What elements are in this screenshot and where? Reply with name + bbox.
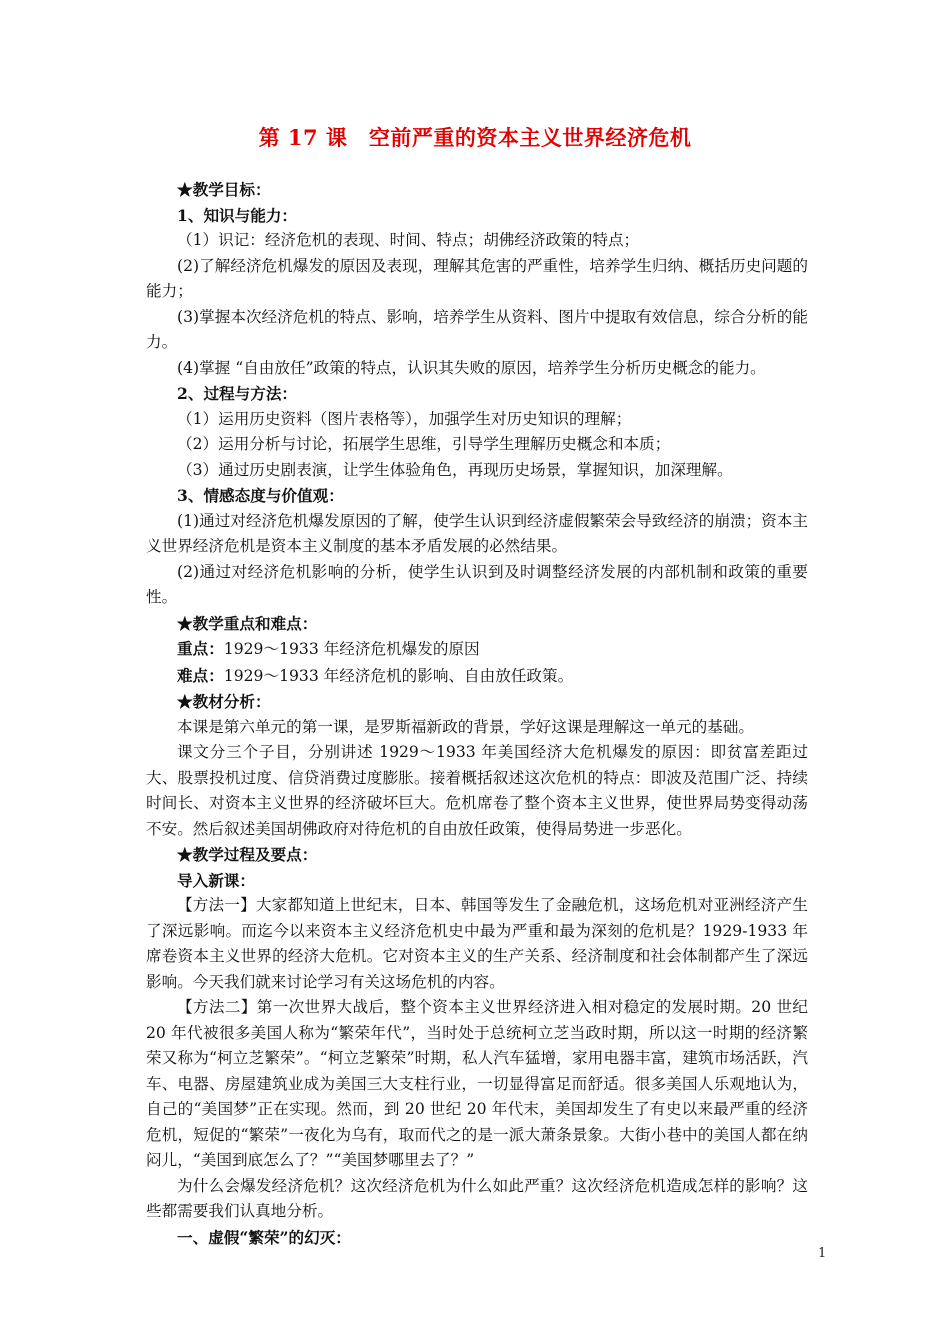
subheading-knowledge-ability: 1、知识与能力： bbox=[177, 205, 298, 225]
key-point-line bbox=[146, 636, 808, 663]
heading-teaching-process: ★教学过程及要点： bbox=[177, 845, 318, 864]
paragraph: (4)掌握 “自由放任”政策的特点，认识其失败的原因，培养学生分析历史概念的能力。 bbox=[177, 358, 766, 377]
heading-key-points: ★教学重点和难点： bbox=[177, 613, 318, 633]
difficulty-text: 1929～1933 年经济危机的影响、自由放任政策。 bbox=[223, 666, 574, 685]
paragraph: （3）通过历史剧表演，让学生体验角色，再现历史场景，掌握知识，加深理解。 bbox=[177, 460, 733, 479]
paragraph: 为什么会爆发经济危机？这次经济危机为什么如此严重？这次经济危机造成怎样的影响？这些都需要我们认真地分析。 bbox=[146, 1176, 808, 1220]
heading-teaching-goals: ★教学目标： bbox=[177, 180, 271, 199]
paragraph: 【方法二】第一次世界大战后，整个资本主义世界经济进入相对稳定的发展时期。20 世纪 20 年代被很多美国人称为“繁荣年代”，当时处于总统柯立芝当政时期，所以这一时期的经济繁荣又称为“柯立芝繁荣”。“柯立芝繁荣”时期，私人汽车猛增，家用电器丰富，建筑市场活跃，汽车、电器、房屋建筑业成为美国三大支柱行业，一切显得富足而舒适。很多美国人乐观地认为，自己的“美国梦”正在实现。然而，到 20 世纪 20 年代末，美国却发生了有史以来最严重的经济危机，短促的“繁荣”一夜化为乌有，取而代之的是一派大萧条景象。大街小巷中的美国人都在纳闷儿，“美国到底怎么了？”“美国梦哪里去了？” bbox=[146, 998, 808, 1169]
key-point-label: 重点： bbox=[177, 639, 224, 658]
paragraph: （1）运用历史资料（图片表格等），加强学生对历史知识的理解； bbox=[177, 409, 632, 428]
paragraph: 【方法一】大家都知道上世纪末，日本、韩国等发生了金融危机，这场危机对亚洲经济产生了深远影响。而迄今以来资本主义经济危机史中最为严重和最为深刻的危机是？1929-1933 年席卷资本主义世界的经济大危机。它对资本主义的生产关系、经济制度和社会体制都产生了深远影响。今天我们就来讨论学习有关这场危机的内容。 bbox=[146, 896, 808, 991]
paragraph: (3)掌握本次经济危机的特点、影响，培养学生从资料、图片中提取有效信息，综合分析的能力。 bbox=[146, 307, 808, 351]
paragraph: (2)了解经济危机爆发的原因及表现，理解其危害的严重性，培养学生归纳、概括历史问题的能力； bbox=[146, 256, 808, 300]
subheading-process-method: 2、过程与方法： bbox=[177, 384, 298, 403]
paragraph: 课文分三个子目，分别讲述 1929～1933 年美国经济大危机爆发的原因：即贫富差距过大、股票投机过度、信贷消费过度膨胀。接着概括叙述这次危机的特点：即波及范围广泛、持续时间长、对资本主义世界的经济破坏巨大。危机席卷了整个资本主义世界，使世界局势变得动荡不安。然后叙述美国胡佛政府对待危机的自由放任政策，使得局势进一步恶化。 bbox=[146, 743, 808, 838]
difficulty-label: 难点： bbox=[177, 665, 224, 685]
page-number: 1 bbox=[818, 1246, 827, 1261]
page-title: 第 17 课 空前严重的资本主义世界经济危机 bbox=[258, 125, 692, 150]
difficulty-line bbox=[146, 663, 808, 690]
key-point-text: 1929～1933 年经济危机爆发的原因 bbox=[223, 640, 480, 658]
heading-material-analysis: ★教材分析： bbox=[177, 692, 271, 711]
paragraph: （2）运用分析与讨论，拓展学生思维，引导学生理解历史概念和本质； bbox=[177, 435, 671, 453]
paragraph: （1）识记：经济危机的表现、时间、特点；胡佛经济政策的特点； bbox=[177, 231, 640, 249]
subheading-introduction: 导入新课： bbox=[177, 870, 255, 890]
paragraph: (2)通过对经济危机影响的分析，使学生认识到及时调整经济发展的内部机制和政策的重要性。 bbox=[146, 562, 808, 606]
document-body bbox=[146, 177, 808, 1250]
subheading-attitude-values: 3、情感态度与价值观： bbox=[177, 486, 344, 505]
section-heading: 一、虚假“繁荣”的幻灭： bbox=[177, 1227, 351, 1247]
paragraph: 本课是第六单元的第一课，是罗斯福新政的背景，学好这课是理解这一单元的基础。 bbox=[177, 717, 754, 736]
paragraph: (1)通过对经济危机爆发原因的了解，使学生认识到经济虚假繁荣会导致经济的崩溃；资本主义世界经济危机是资本主义制度的基本矛盾发展的必然结果。 bbox=[146, 511, 808, 555]
